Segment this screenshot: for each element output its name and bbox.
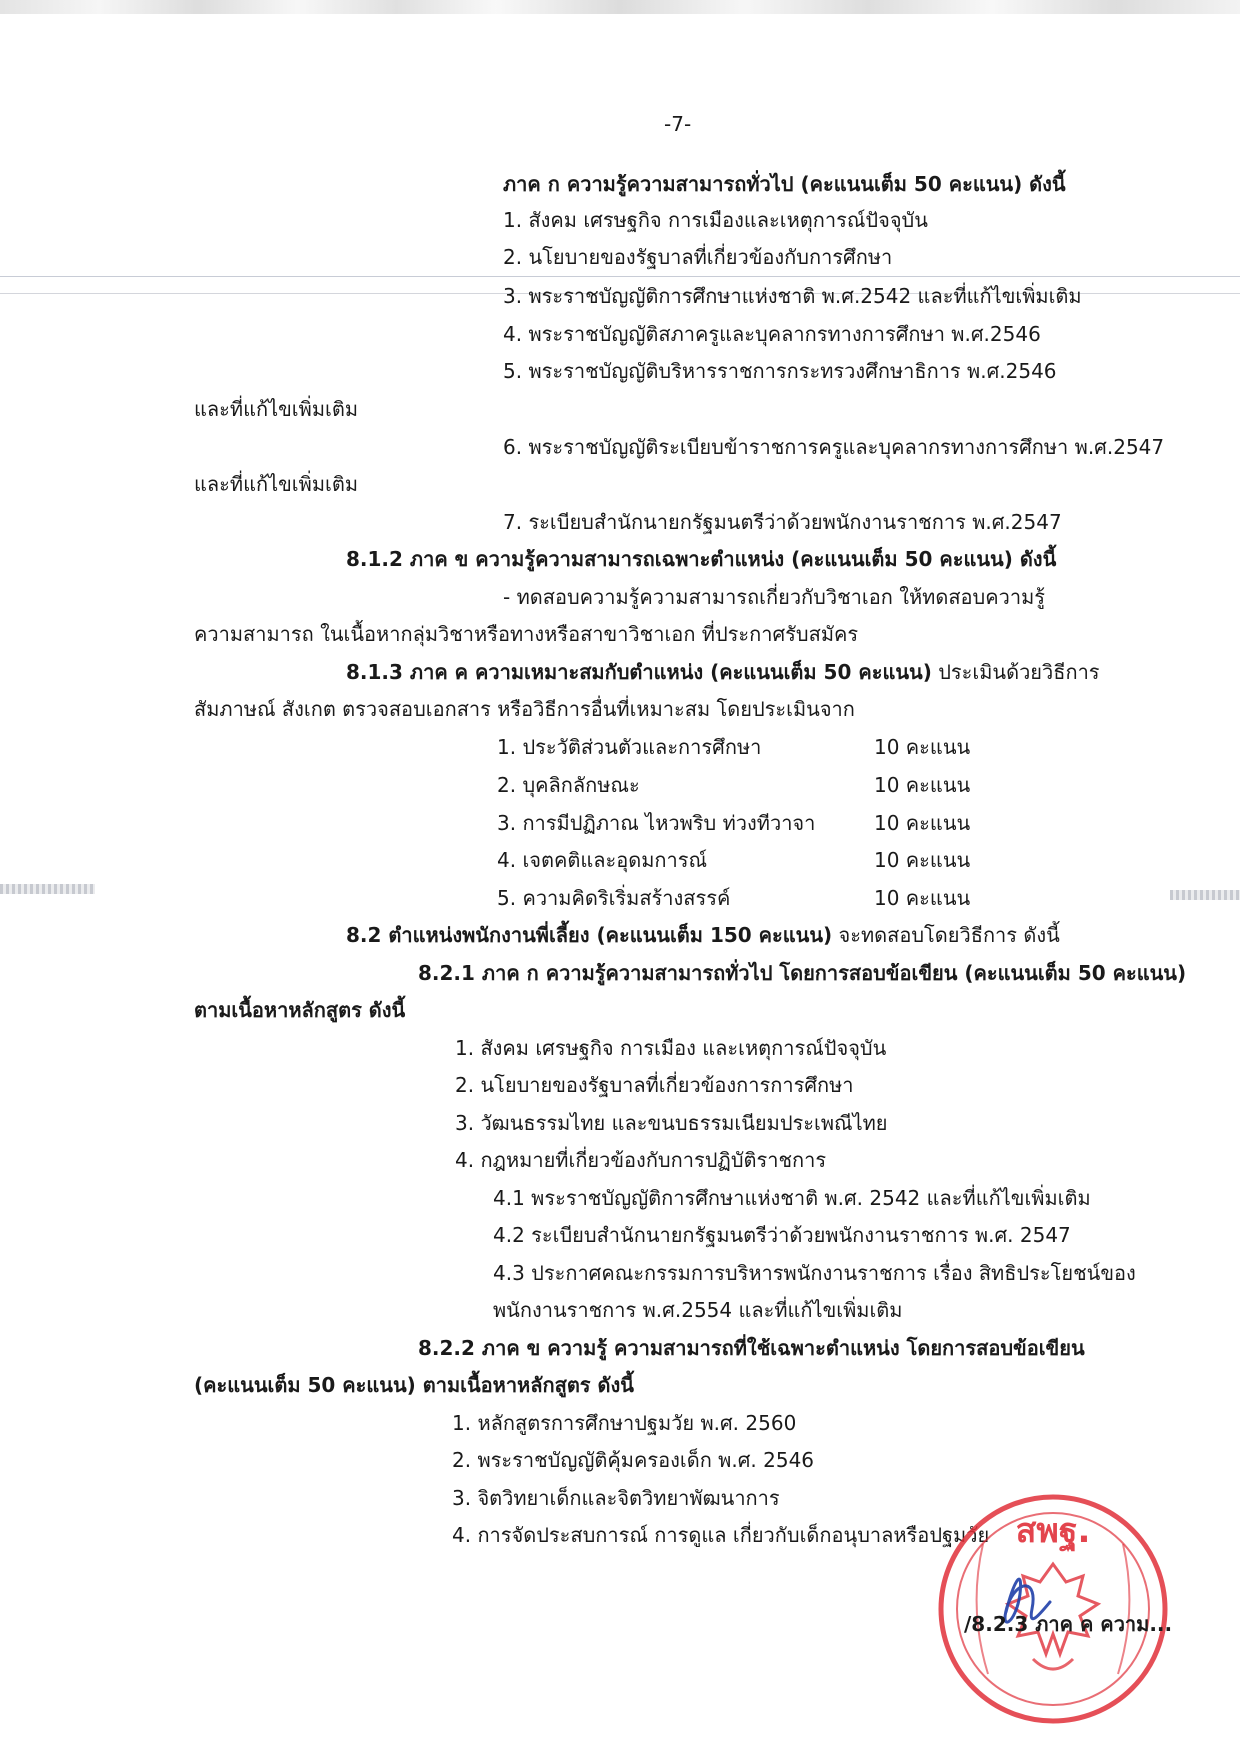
criteria-points: 10 คะแนน — [874, 735, 971, 759]
criteria-label: 5. ความคิดริเริ่มสร้างสรรค์ — [497, 886, 731, 910]
criteria-label: 4. เจตคติและอุดมการณ์ — [497, 848, 708, 872]
section-821-heading-cont: ตามเนื้อหาหลักสูตร ดังนี้ — [194, 998, 406, 1022]
list-item: 5. พระราชบัญญัติบริหารราชการกระทรวงศึกษาธิการ พ.ศ.2546 — [503, 359, 1057, 383]
paragraph-line: สัมภาษณ์ สังเกต ตรวจสอบเอกสาร หรือวิธีการอื่นที่เหมาะสม โดยประเมินจาก — [194, 697, 855, 721]
list-item-continuation: และที่แก้ไขเพิ่มเติม — [194, 472, 359, 496]
paragraph-line: ความสามารถ ในเนื้อหากลุ่มวิชาหรือทางหรือสาขาวิชาเอก ที่ประกาศรับสมัคร — [194, 622, 859, 646]
sub-list-item: 4.3 ประกาศคณะกรรมการบริหารพนักงานราชการ เรื่อง สิทธิประโยชน์ของ — [493, 1261, 1136, 1285]
criteria-points: 10 คะแนน — [874, 811, 971, 835]
scan-edge — [0, 0, 1240, 14]
list-item: 2. นโยบายของรัฐบาลที่เกี่ยวข้องกับการศึกษา — [503, 245, 893, 269]
list-item: 1. สังคม เศรษฐกิจ การเมืองและเหตุการณ์ปัจจุบัน — [503, 208, 928, 232]
paragraph-line: - ทดสอบความรู้ความสามารถเกี่ยวกับวิชาเอก ให้ทดสอบความรู้ — [503, 585, 1046, 609]
list-item: 4. พระราชบัญญัติสภาครูและบุคลากรทางการศึกษา พ.ศ.2546 — [503, 322, 1041, 346]
list-item: 6. พระราชบัญญัติระเบียบข้าราชการครูและบุคลากรทางการศึกษา พ.ศ.2547 — [503, 435, 1165, 459]
section-813-heading-rest: ประเมินด้วยวิธีการ — [931, 660, 1100, 684]
official-seal-stamp — [928, 1484, 1178, 1734]
list-item: 3. จิตวิทยาเด็กและจิตวิทยาพัฒนาการ — [452, 1486, 780, 1510]
criteria-label: 3. การมีปฏิภาณ ไหวพริบ ท่วงทีวาจา — [497, 811, 816, 835]
section-82-heading — [346, 921, 1060, 949]
list-item-continuation: และที่แก้ไขเพิ่มเติม — [194, 397, 359, 421]
list-item: 2. พระราชบัญญัติคุ้มครองเด็ก พ.ศ. 2546 — [452, 1448, 815, 1472]
sub-list-item-continuation: พนักงานราชการ พ.ศ.2554 และที่แก้ไขเพิ่มเติม — [493, 1298, 903, 1322]
section-822-heading-cont: (คะแนนเต็ม 50 คะแนน) ตามเนื้อหาหลักสูตร ดังนี้ — [194, 1373, 634, 1397]
page-number: -7- — [664, 112, 692, 136]
section-822-heading: 8.2.2 ภาค ข ความรู้ ความสามารถที่ใช้เฉพาะตำแหน่ง โดยการสอบข้อเขียน — [418, 1336, 1085, 1360]
criteria-label: 2. บุคลิกลักษณะ — [497, 773, 640, 797]
svg-text:สพฐ.: สพฐ. — [1015, 1511, 1091, 1551]
list-item: 1. หลักสูตรการศึกษาปฐมวัย พ.ศ. 2560 — [452, 1411, 797, 1435]
sub-list-item: 4.1 พระราชบัญญัติการศึกษาแห่งชาติ พ.ศ. 2542 และที่แก้ไขเพิ่มเติม — [493, 1186, 1091, 1210]
list-item: 1. สังคม เศรษฐกิจ การเมือง และเหตุการณ์ปัจจุบัน — [455, 1036, 887, 1060]
section-813-heading-bold: 8.1.3 ภาค ค ความเหมาะสมกับตำแหน่ง (คะแนนเต็ม 50 คะแนน) — [346, 660, 932, 684]
continuation-note: /8.2.3 ภาค ค ความ... — [964, 1612, 1173, 1636]
section-821-heading: 8.2.1 ภาค ก ความรู้ความสามารถทั่วไป โดยการสอบข้อเขียน (คะแนนเต็ม 50 คะแนน) — [418, 961, 1187, 985]
list-item: 3. วัฒนธรรมไทย และขนบธรรมเนียมประเพณีไทย — [455, 1111, 888, 1135]
section-813-heading — [346, 658, 1100, 686]
section-812-heading: 8.1.2 ภาค ข ความรู้ความสามารถเฉพาะตำแหน่ง (คะแนนเต็ม 50 คะแนน) ดังนี้ — [346, 547, 1057, 571]
list-item: 3. พระราชบัญญัติการศึกษาแห่งชาติ พ.ศ.2542 และที่แก้ไขเพิ่มเติม — [503, 284, 1082, 308]
criteria-points: 10 คะแนน — [874, 848, 971, 872]
list-item: 4. กฎหมายที่เกี่ยวข้องกับการปฏิบัติราชการ — [455, 1148, 827, 1172]
criteria-points: 10 คะแนน — [874, 886, 971, 910]
list-item: 2. นโยบายของรัฐบาลที่เกี่ยวข้องการการศึกษา — [455, 1073, 854, 1097]
section-82-heading-bold: 8.2 ตำแหน่งพนักงานพี่เลี้ยง (คะแนนเต็ม 150 คะแนน) — [346, 923, 833, 947]
sub-list-item: 4.2 ระเบียบสำนักนายกรัฐมนตรีว่าด้วยพนักงานราชการ พ.ศ. 2547 — [493, 1223, 1071, 1247]
list-item: 7. ระเบียบสำนักนายกรัฐมนตรีว่าด้วยพนักงานราชการ พ.ศ.2547 — [503, 510, 1062, 534]
scan-artifact-bar — [1170, 890, 1240, 900]
scan-artifact-bar — [0, 884, 95, 894]
criteria-points: 10 คะแนน — [874, 773, 971, 797]
list-item: 4. การจัดประสบการณ์ การดูแล เกี่ยวกับเด็กอนุบาลหรือปฐมวัย — [452, 1523, 990, 1547]
section-a-heading: ภาค ก ความรู้ความสามารถทั่วไป (คะแนนเต็ม 50 คะแนน) ดังนี้ — [503, 172, 1066, 196]
scan-artifact-line — [0, 276, 1240, 277]
criteria-label: 1. ประวัติส่วนตัวและการศึกษา — [497, 735, 762, 759]
section-82-heading-rest: จะทดสอบโดยวิธีการ ดังนี้ — [832, 923, 1060, 947]
